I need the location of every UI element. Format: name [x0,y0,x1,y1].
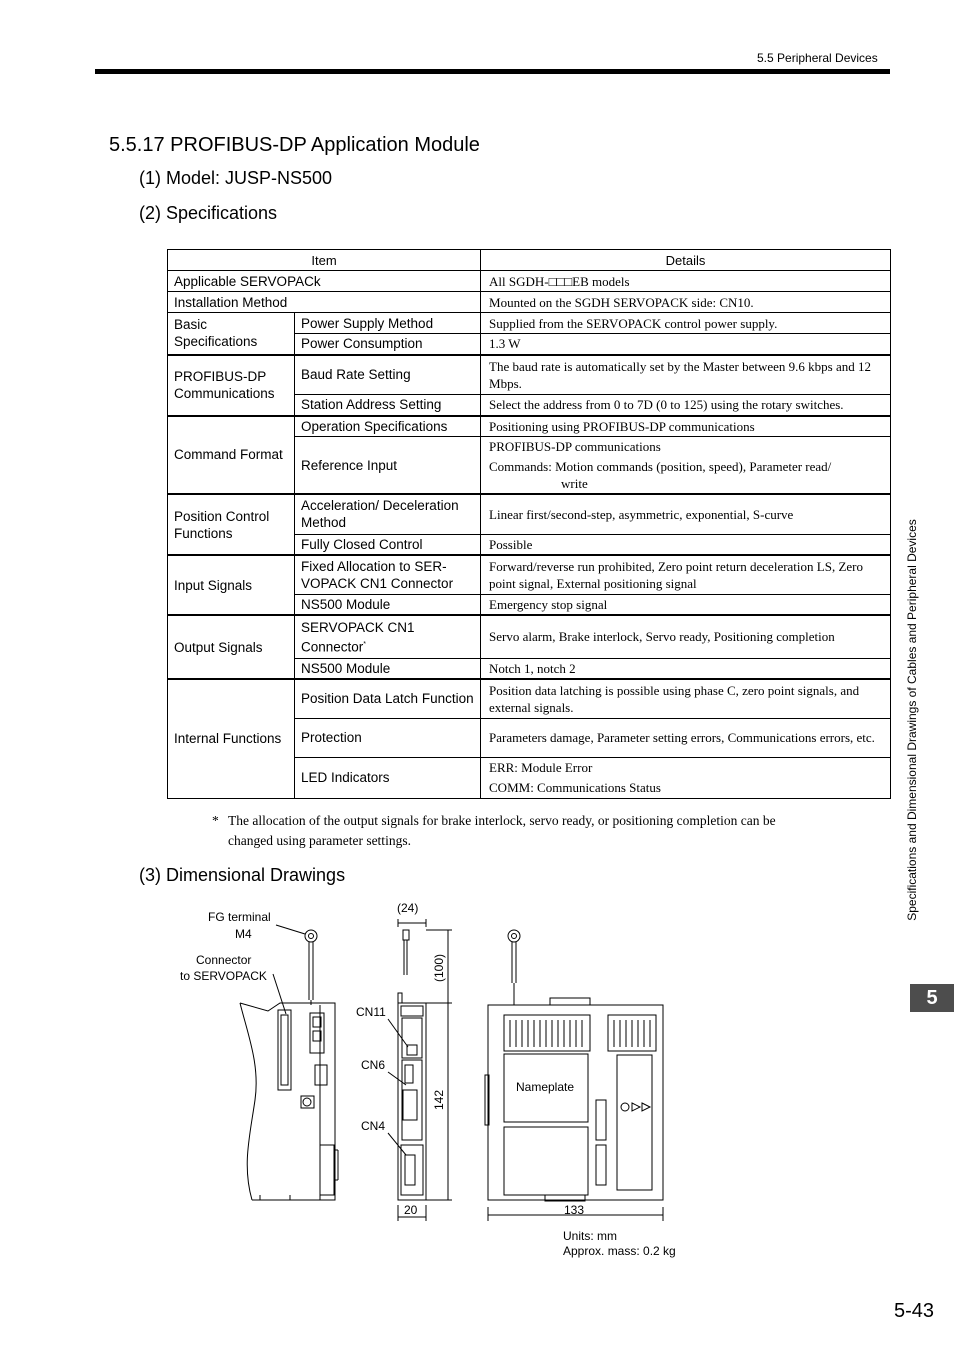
cn4-label: CN4 [361,1119,386,1133]
table-header-row [168,250,891,271]
dim-24-label: (24) [397,901,419,915]
details-cell: Emergency stop signal [481,594,891,615]
fg-terminal-icon [508,930,520,1005]
fg-terminal-icon [305,930,317,1005]
item-cell: NS500 Module [295,658,481,679]
specifications-table [167,249,891,799]
dim-20-label: 20 [404,1203,418,1217]
item-cell [295,615,481,658]
model-heading: (1) Model: JUSP-NS500 [139,168,333,188]
connector-label: Connector [196,953,252,967]
footnote-mark: * [212,813,219,828]
nameplate-label: Nameplate [516,1080,575,1094]
mass-label: Approx. mass: 0.2 kg [563,1244,676,1258]
running-head: 5.5 Peripheral Devices [757,51,878,65]
details-line: PROFIBUS-DP communications [489,439,661,454]
footnote-mark: * [363,640,367,648]
dim-142-label: 142 [432,1089,446,1110]
item-cell: Fixed Allocation to SER-VOPACK CN1 Connector [295,555,481,594]
chapter-side-caption-text: Specifications and Dimensional Drawings of Cables and Peripheral Devices [905,519,919,921]
leader-line [388,1133,406,1155]
group-cell: PROFIBUS-DP Communications [168,355,295,416]
item-text: SERVOPACK CN1 Connector [301,619,415,654]
details-cell: Positioning using PROFIBUS-DP communications [481,416,891,437]
section-title: 5.5.17 PROFIBUS-DP Application Module [109,134,480,156]
leader-line [276,925,305,934]
leader-line [273,974,286,1014]
dimensional-drawing [160,895,720,1270]
details-cell: All SGDH-□□□EB models [481,271,891,292]
table-row [168,679,891,718]
dim-100-label: (100) [432,953,446,982]
item-cell: Station Address Setting [295,395,481,416]
group-cell: Position Control Functions [168,494,295,555]
cn6-label: CN6 [361,1058,386,1072]
details-cell [481,757,891,798]
led-indicator-icon [621,1103,650,1111]
item-cell: LED Indicators [295,757,481,798]
header-details: Details [481,250,891,271]
chapter-tab: 5 [910,984,954,1012]
table-row [168,555,891,594]
table-row [168,355,891,395]
group-cell: Basic Specifications [168,313,295,355]
units-label: Units: mm [563,1229,617,1243]
item-cell: Protection [295,718,481,757]
specifications-heading: (2) Specifications [139,203,278,223]
item-cell: Operation Specifications [295,416,481,437]
group-cell: Output Signals [168,615,295,679]
fg-size-label: M4 [235,927,252,941]
details-cell: The baud rate is automatically set by the Master between 9.6 kbps and 12 Mbps. [481,355,891,395]
details-line: Commands: Motion commands (position, speed), Parameter read/ [489,459,832,474]
side-view-module [240,1003,338,1200]
details-cell [481,437,891,495]
details-cell: Linear first/second-step, asymmetric, exponential, S-curve [481,494,891,534]
details-cell: Possible [481,534,891,555]
header-item: Item [168,250,481,271]
dim-133-label: 133 [564,1203,585,1217]
item-cell: Installation Method [168,292,481,313]
group-cell: Input Signals [168,555,295,615]
details-cell: Supplied from the SERVOPACK control power supply. [481,313,891,334]
table-row [168,292,891,313]
table-row [168,313,891,334]
front-view-module [398,930,426,1200]
group-cell: Internal Functions [168,679,295,798]
item-cell: Power Supply Method [295,313,481,334]
leader-line [388,1072,406,1085]
table-row [168,416,891,437]
item-cell: Power Consumption [295,334,481,355]
details-line: COMM: Communications Status [489,780,661,795]
item-cell: Fully Closed Control [295,534,481,555]
details-cell: Notch 1, notch 2 [481,658,891,679]
item-cell: Baud Rate Setting [295,355,481,395]
item-cell: Position Data Latch Function [295,679,481,718]
details-cell: 1.3 W [481,334,891,355]
cn11-label: CN11 [356,1005,386,1019]
header-rule [95,69,890,74]
dimensional-drawings-heading: (3) Dimensional Drawings [139,865,346,885]
rear-view-module [485,998,663,1201]
details-cell: Servo alarm, Brake interlock, Servo ready, Positioning completion [481,615,891,658]
table-row [168,615,891,658]
item-cell: Applicable SERVOPACk [168,271,481,292]
details-cell: Select the address from 0 to 7D (0 to 125) using the rotary switches. [481,395,891,416]
vent-slots [510,1020,650,1047]
fg-terminal-label: FG terminal [208,910,271,924]
details-cell: Position data latching is possible using phase C, zero point signals, and external signals. [481,679,891,718]
details-line: write [561,476,588,491]
table-row [168,271,891,292]
page-number: 5-43 [894,1300,935,1322]
item-cell: NS500 Module [295,594,481,615]
details-cell: Mounted on the SGDH SERVOPACK side: CN10. [481,292,891,313]
group-cell: Command Format [168,416,295,495]
details-cell: Forward/reverse run prohibited, Zero point return deceleration LS, Zero point signal, External positioning signal [481,555,891,594]
connector-to-label: to SERVOPACK [180,969,267,983]
table-row [168,494,891,534]
details-line: ERR: Module Error [489,760,593,775]
details-cell: Parameters damage, Parameter setting errors, Communications errors, etc. [481,718,891,757]
item-cell: Reference Input [295,437,481,495]
item-cell: Acceleration/ Deceleration Method [295,494,481,534]
footnote-text: The allocation of the output signals for brake interlock, servo ready, or positioning completion can be changed using parameter settings. [228,813,776,848]
